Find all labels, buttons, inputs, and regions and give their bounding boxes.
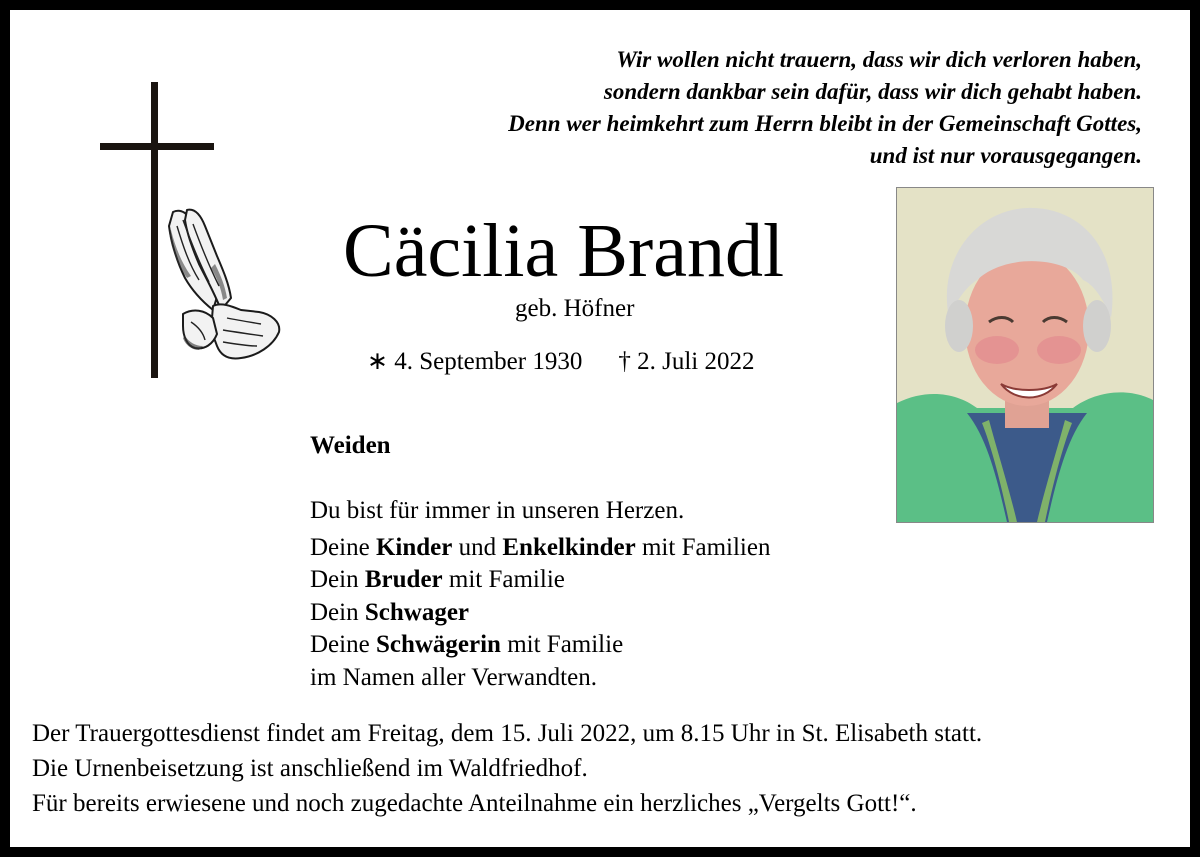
verse-line: Wir wollen nicht trauern, dass wir dich verloren haben,	[616, 47, 1142, 72]
service-line: Für bereits erwiesene und noch zugedachte Anteilnahme ein herzliches „Vergelts Gott!“.	[32, 790, 917, 817]
life-dates	[367, 346, 754, 376]
portrait-image	[897, 188, 1153, 522]
mourners-list	[310, 495, 770, 694]
memorial-verse	[508, 44, 1142, 172]
mourner-line: Deine Schwägerin mit Familie	[310, 631, 624, 658]
place-name: Weiden	[310, 432, 391, 459]
service-information	[32, 716, 982, 821]
mourner-line: Dein Schwager	[310, 598, 470, 626]
mourner-line: im Namen aller Verwandten.	[310, 663, 597, 691]
verse-line: Denn wer heimkehrt zum Herrn bleibt in der Gemeinschaft Gottes,	[508, 111, 1142, 136]
death-date: † 2. Juli 2022	[618, 348, 755, 375]
deceased-name: Cäcilia Brandl	[343, 209, 785, 293]
verse-line: sondern dankbar sein dafür, dass wir dich gehabt haben.	[603, 79, 1142, 104]
service-line: Der Trauergottesdienst findet am Freitag, dem 15. Juli 2022, um 8.15 Uhr in St. Elisabeth statt.	[32, 720, 983, 747]
verse-line: und ist nur vorausgegangen.	[869, 143, 1142, 168]
maiden-name: geb. Höfner	[515, 295, 635, 322]
cross-icon	[151, 82, 158, 378]
praying-hands-icon	[163, 206, 283, 366]
birth-date: ∗ 4. September 1930	[367, 348, 583, 375]
mourners-intro: Du bist für immer in unseren Herzen.	[310, 497, 685, 524]
mourner-line: Dein Bruder mit Familie	[310, 566, 565, 593]
portrait-photo	[896, 187, 1154, 523]
service-line: Die Urnenbeisetzung ist anschließend im Waldfriedhof.	[32, 755, 588, 782]
cross-icon-bar	[100, 143, 214, 150]
mourner-line: Deine Kinder und Enkelkinder mit Familien	[310, 533, 771, 561]
